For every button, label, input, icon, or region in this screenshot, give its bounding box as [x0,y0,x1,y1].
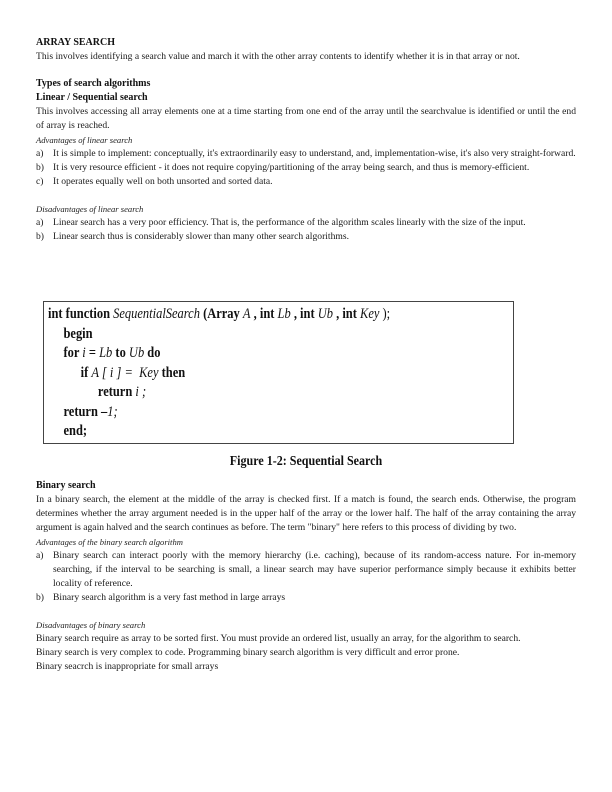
code-line-return-i: return i ; [97,384,147,400]
linear-disadvantages-heading: Disadvantages of linear search [36,204,144,214]
binary-search-section [36,479,576,674]
list-marker: b) [36,162,44,173]
list-text: Binary search algorithm is a very fast method in large arrays [53,592,286,603]
figure-caption: Figure 1-2: Sequential Search [229,454,383,469]
list-text: Linear search thus is considerably slower than many other search algorithms. [53,231,349,242]
linear-heading: Linear / Sequential search [36,92,148,103]
binary-disadvantage-line: Binary search is very complex to code. Programming binary search algorithm is very difficult and error prone. [36,647,460,658]
list-item [36,175,576,189]
code-line-return-minus-one: return –1; [63,403,118,420]
list-text: Linear search has a very poor efficiency. That is, the performance of the algorithm scales linearly with the size of the input. [53,217,526,228]
list-marker: c) [36,176,44,187]
types-heading: Types of search algorithms [36,78,151,89]
code-line-if: if A [ i ] = Key then [80,364,186,381]
binary-heading: Binary search [36,480,96,491]
list-text: It is very resource efficient - it does not require copying/partitioning of the array being search, and thus is memory-efficient. [53,162,530,173]
array-search-title: ARRAY SEARCH [36,37,115,48]
list-marker: b) [36,592,44,603]
code-line-end: end; [63,423,88,439]
binary-description: In a binary search, the element at the middle of the array is checked first. If a match is found, the search ends. Otherwise, the program determines whether the array argument needed is in the upper half of the array or the lower half. The half of the array containing the array argument is again halved and the search continues as before. The term "binary" here refers to this process of dividing by two. [36,494,576,533]
binary-disadvantage-line: Binary search require as array to be sorted first. You must provide an ordered list, usually an array, for the algorithm to search. [36,633,521,644]
list-marker: a) [36,550,44,561]
list-item [36,147,576,161]
code-line-signature: int function SequentialSearch (Array A , int Lb , int Ub , int Key ); [48,306,391,322]
linear-description: This involves accessing all array elements one at a time starting from one end of the array until the searchvalue is identified or until the end of array is reached. [36,106,576,131]
list-text: Binary search can interact poorly with the memory hierarchy (i.e. caching), because of its random-access nature. For in-memory searching, if the interval to be searching is small, a linear search may have superior performance simply because it exhibits better locality of reference. [53,550,576,589]
list-text: It operates equally well on both unsorted and sorted data. [53,176,273,187]
list-item [36,230,576,244]
list-text: It is simple to implement: conceptually, it's extraordinarily easy to understand, and, implementation-wise, it's also very straight-forward. [53,148,576,159]
array-search-intro: This involves identifying a search value and march it with the other array contents to identify whether it is in that array or not. [36,51,520,62]
list-item [36,216,576,230]
code-line-for: for i = Lb to Ub do [63,345,161,361]
binary-disadvantages-heading: Disadvantages of binary search [36,620,146,630]
code-line-begin: begin [63,325,93,342]
list-marker: b) [36,231,44,242]
binary-disadvantage-line: Binary seacrch is inappropriate for small arrays [36,661,219,672]
linear-advantages-list [36,147,576,189]
list-marker: a) [36,217,44,228]
binary-advantages-list [36,549,576,605]
linear-advantages-heading: Advantages of linear search [36,135,133,145]
list-item [36,591,576,605]
sequential-search-code-figure [43,301,514,444]
list-marker: a) [36,148,44,159]
binary-advantages-heading: Advantages of the binary search algorithm [36,537,183,547]
page-top [36,36,576,244]
list-item [36,549,576,591]
linear-disadvantages-list [36,216,576,244]
list-item [36,161,576,175]
